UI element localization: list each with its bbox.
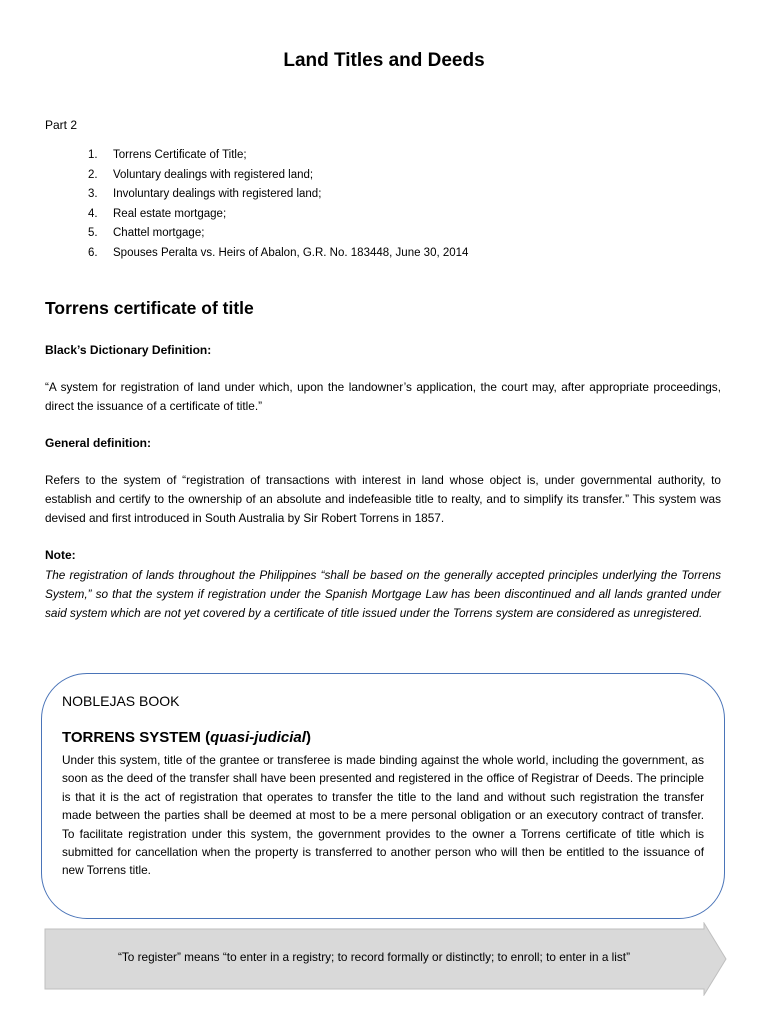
- list-item: [88, 166, 468, 186]
- page-title: Land Titles and Deeds: [283, 50, 485, 71]
- blacks-definition-heading: Black’s Dictionary Definition:: [45, 343, 212, 357]
- list-item: [88, 146, 468, 166]
- list-text: Spouses Peralta vs. Heirs of Abalon, G.R. No. 183448, June 30, 2014: [113, 246, 469, 259]
- torrens-system-heading: [62, 729, 311, 746]
- list-text: Torrens Certificate of Title;: [113, 149, 247, 161]
- section-title: Torrens certificate of title: [45, 298, 254, 318]
- register-definition-text: “To register” means “to enter in a registry; to record formally or distinctly; to enroll; to enter in a list”: [117, 950, 631, 964]
- box-heading: NOBLEJAS BOOK: [62, 693, 180, 709]
- note-text: The registration of lands throughout the Philippines “shall be based on the generally accepted principles underlying the Torrens System,” so that the system if registration under the Spanish Mortgage Law has been discontinued and all lands granted under said system which are not yet covered by a certificate of title issued under the Torrens system are considered as unregistered.: [45, 568, 721, 620]
- table-of-contents: [88, 146, 468, 263]
- part-label: Part 2: [45, 118, 78, 132]
- list-number: 1.: [88, 149, 98, 161]
- list-number: 3.: [88, 188, 98, 200]
- list-item: [88, 205, 468, 225]
- list-text: Chattel mortgage;: [113, 227, 205, 239]
- list-number: 2.: [88, 168, 98, 181]
- list-text: Real estate mortgage;: [113, 207, 227, 220]
- torrens-system-heading-end: ): [305, 729, 311, 746]
- list-number: 4.: [88, 207, 98, 220]
- list-item: [88, 185, 468, 205]
- list-number: 5.: [88, 227, 98, 239]
- list-number: 6.: [88, 246, 98, 259]
- blacks-definition-text: “A system for registration of land under which, upon the landowner’s application, the court may, after appropriate proceedings, direct the issuance of a certificate of title.”: [45, 380, 721, 413]
- list-item: [88, 244, 468, 264]
- torrens-system-heading-italic: quasi-judicial: [210, 729, 306, 746]
- general-definition-text: Refers to the system of “registration of transactions with interest in land whose object is, under governmental authority, to establish and certify to the ownership of an absolute and indefeasible title to realty, and to simplify its transfer.” This system was devised and first introduced in South Australia by Sir Robert Torrens in 1857.: [45, 473, 721, 525]
- note-heading: Note:: [45, 548, 76, 562]
- list-text: Involuntary dealings with registered land;: [113, 188, 322, 200]
- general-definition-heading: General definition:: [45, 436, 152, 450]
- list-item: [88, 224, 468, 244]
- torrens-system-heading-main: TORRENS SYSTEM (: [62, 729, 211, 746]
- list-text: Voluntary dealings with registered land;: [113, 168, 314, 181]
- torrens-system-text: Under this system, title of the grantee or transferee is made binding against the whole world, including the government, as soon as the deed of the transfer shall have been presented and registered in the office of Registrar of Deeds. The principle is that it is the act of registration that operates to transfer the title to the land and without such registration the transfer made between the parties shall be deemed at most to be a mere personal obligation or an executory contract of transfer. To facilitate registration under this system, the government provides to the owner a Torrens certificate of title which is submitted for cancellation when the property is transferred to another person who will then be entitled to the issuance of new Torrens title.: [62, 753, 704, 878]
